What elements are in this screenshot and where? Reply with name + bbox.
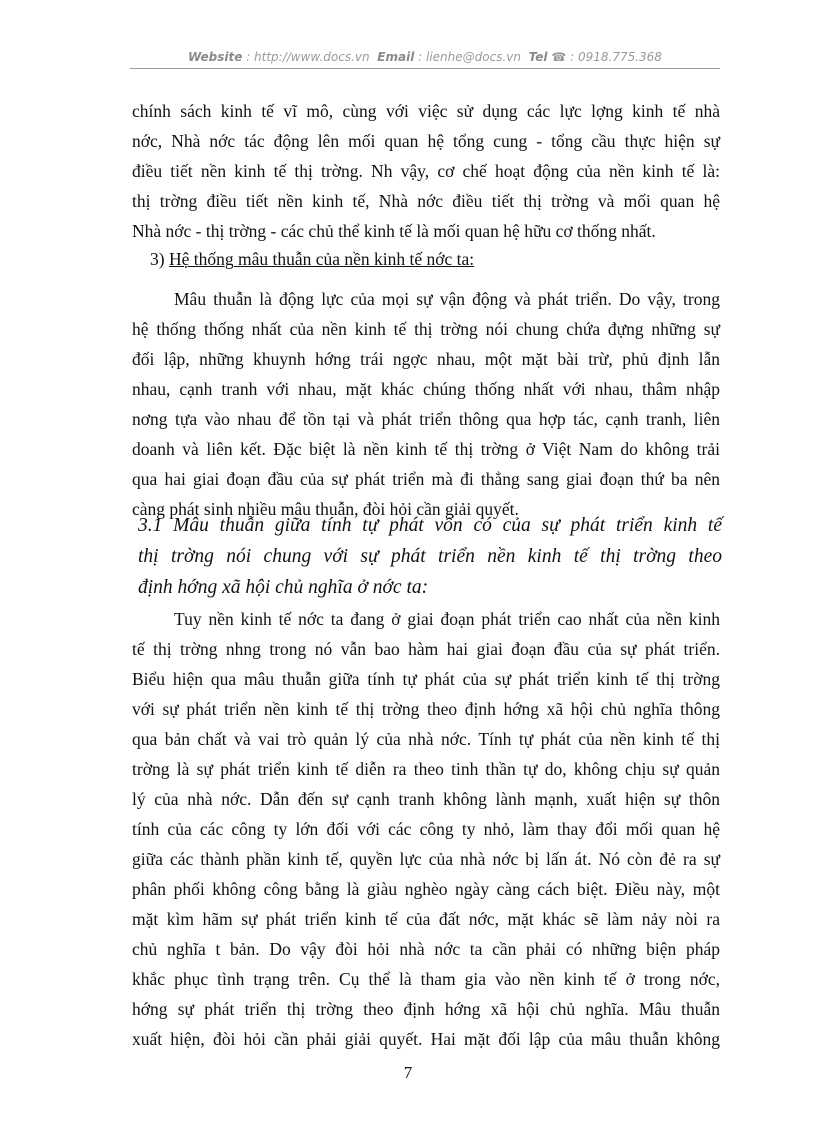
paragraph-2 [132, 284, 720, 524]
text-line: mặt kìm hãm sự phát triển kinh tế của đất nớc, mặt khác sẽ làm nảy nòi ra [132, 909, 720, 929]
text-line: với sự phát triển nền kinh tế thị trờng theo định hớng xã hội chủ nghĩa thông [132, 699, 720, 719]
text-line: xuất hiện, đòi hỏi cần phải giải quyết. Hai mặt đối lập của mâu thuẫn không [132, 1029, 720, 1049]
section-3-number: 3) [150, 249, 165, 269]
heading-line: thị trờng nói chung với sự phát triển nền kinh tế thị trờng theo [138, 546, 722, 567]
page-number: 7 [403, 1063, 413, 1082]
text-line: hớng sự phát triển thị trờng theo định hớng xã hội chủ nghĩa. Mâu thuẫn [132, 999, 720, 1019]
heading-line: định hớng xã hội chủ nghĩa ở nớc ta: [138, 577, 429, 598]
tel-value: ☎ : 0918.775.368 [551, 50, 662, 64]
paragraph-1 [132, 96, 720, 246]
section-3-heading [150, 244, 720, 274]
text-line: điều tiết nền kinh tế thị trờng. Nh vậy, cơ chế hoạt động của nền kinh tế là: [132, 161, 720, 181]
text-line: tế thị trờng nhng trong nó vẫn bao hàm hai giai đoạn đầu của sự phát triển. [132, 639, 720, 659]
text-line: nơng tựa vào nhau để tồn tại và phát triển thông qua hợp tác, cạnh tranh, liên [132, 409, 720, 429]
tel-label: Tel [528, 50, 548, 64]
text-line: tính của các công ty lớn đối với các công ty nhỏ, làm thay đổi mối quan hệ [132, 819, 720, 839]
section-3-title: Hệ thống mâu thuẫn của nền kinh tế nớc ta: [168, 249, 475, 269]
website-label: Website [188, 50, 243, 64]
text-line: phân phối không công bằng là giàu nghèo ngày càng cách biệt. Điều này, một [132, 879, 720, 899]
text-line: qua hai giai đoạn đầu của sự phát triển mà đi thẳng sang giai đoạn thứ ba nên [132, 469, 720, 489]
page-header [130, 50, 720, 69]
text-line: Tuy nền kinh tế nớc ta đang ở giai đoạn phát triển cao nhất của nền kinh [174, 609, 720, 629]
heading-line: 3.1 Mâu thuẫn giữa tính tự phát vốn có của sự phát triển kinh tế [138, 515, 722, 536]
text-line: lý của nhà nớc. Dẫn đến sự cạnh tranh không lành mạnh, xuất hiện sự thôn [132, 789, 720, 809]
text-line: qua bản chất và vai trò quản lý của nhà nớc. Tính tự phát của nền kinh tế thị [132, 729, 720, 749]
email-label: Email [377, 50, 415, 64]
text-line: chủ nghĩa t bản. Do vậy đòi hỏi nhà nớc ta cần phải có những biện pháp [132, 939, 720, 959]
text-line: hệ thống thống nhất của nền kinh tế thị trờng nói chung chứa đựng những sự [132, 319, 720, 339]
text-line: nhau, cạnh tranh với nhau, mặt khác chúng thống nhất với nhau, thâm nhập [132, 379, 720, 399]
text-line: Mâu thuẫn là động lực của mọi sự vận động và phát triển. Do vậy, trong [174, 289, 720, 309]
paragraph-3 [132, 604, 720, 1054]
text-line: đối lập, những khuynh hớng trái ngợc nhau, một mặt bài trừ, phủ định lẫn [132, 349, 720, 369]
text-line: khắc phục tình trạng trên. Cụ thể là tham gia vào nền kinh tế ở trong nớc, [132, 969, 720, 989]
text-line: Nhà nớc - thị trờng - các chủ thể kinh tế là mối quan hệ hữu cơ thống nhất. [132, 221, 656, 241]
text-line: Biểu hiện qua mâu thuẫn giữa tính tự phát của sự phát triển kinh tế thị trờng [132, 669, 720, 689]
text-line: giữa các thành phần kinh tế, quyền lực của nhà nớc bị lấn át. Nó còn đẻ ra sự [132, 849, 720, 869]
section-3-1-heading [138, 510, 722, 603]
text-line: doanh và liên kết. Đặc biệt là nền kinh tế thị trờng ở Việt Nam do không trải [132, 439, 720, 459]
website-value: : http://www.docs.vn [246, 50, 370, 64]
text-line: nớc, Nhà nớc tác động lên mối quan hệ tổng cung - tổng cầu thực hiện sự [132, 131, 720, 151]
email-value: : lienhe@docs.vn [418, 50, 521, 64]
text-line: trờng là sự phát triển kinh tế diễn ra theo tinh thần tự do, không chịu sự quản [132, 759, 720, 779]
text-line: chính sách kinh tế vĩ mô, cùng với việc sử dụng các lực lợng kinh tế nhà [132, 101, 720, 121]
text-line: thị trờng điều tiết nền kinh tế, Nhà nớc điều tiết thị trờng và mối quan hệ [132, 191, 720, 211]
text-line: càng phát sinh nhiều mâu thuẫn, đòi hỏi cần giải quyết. [132, 499, 519, 519]
